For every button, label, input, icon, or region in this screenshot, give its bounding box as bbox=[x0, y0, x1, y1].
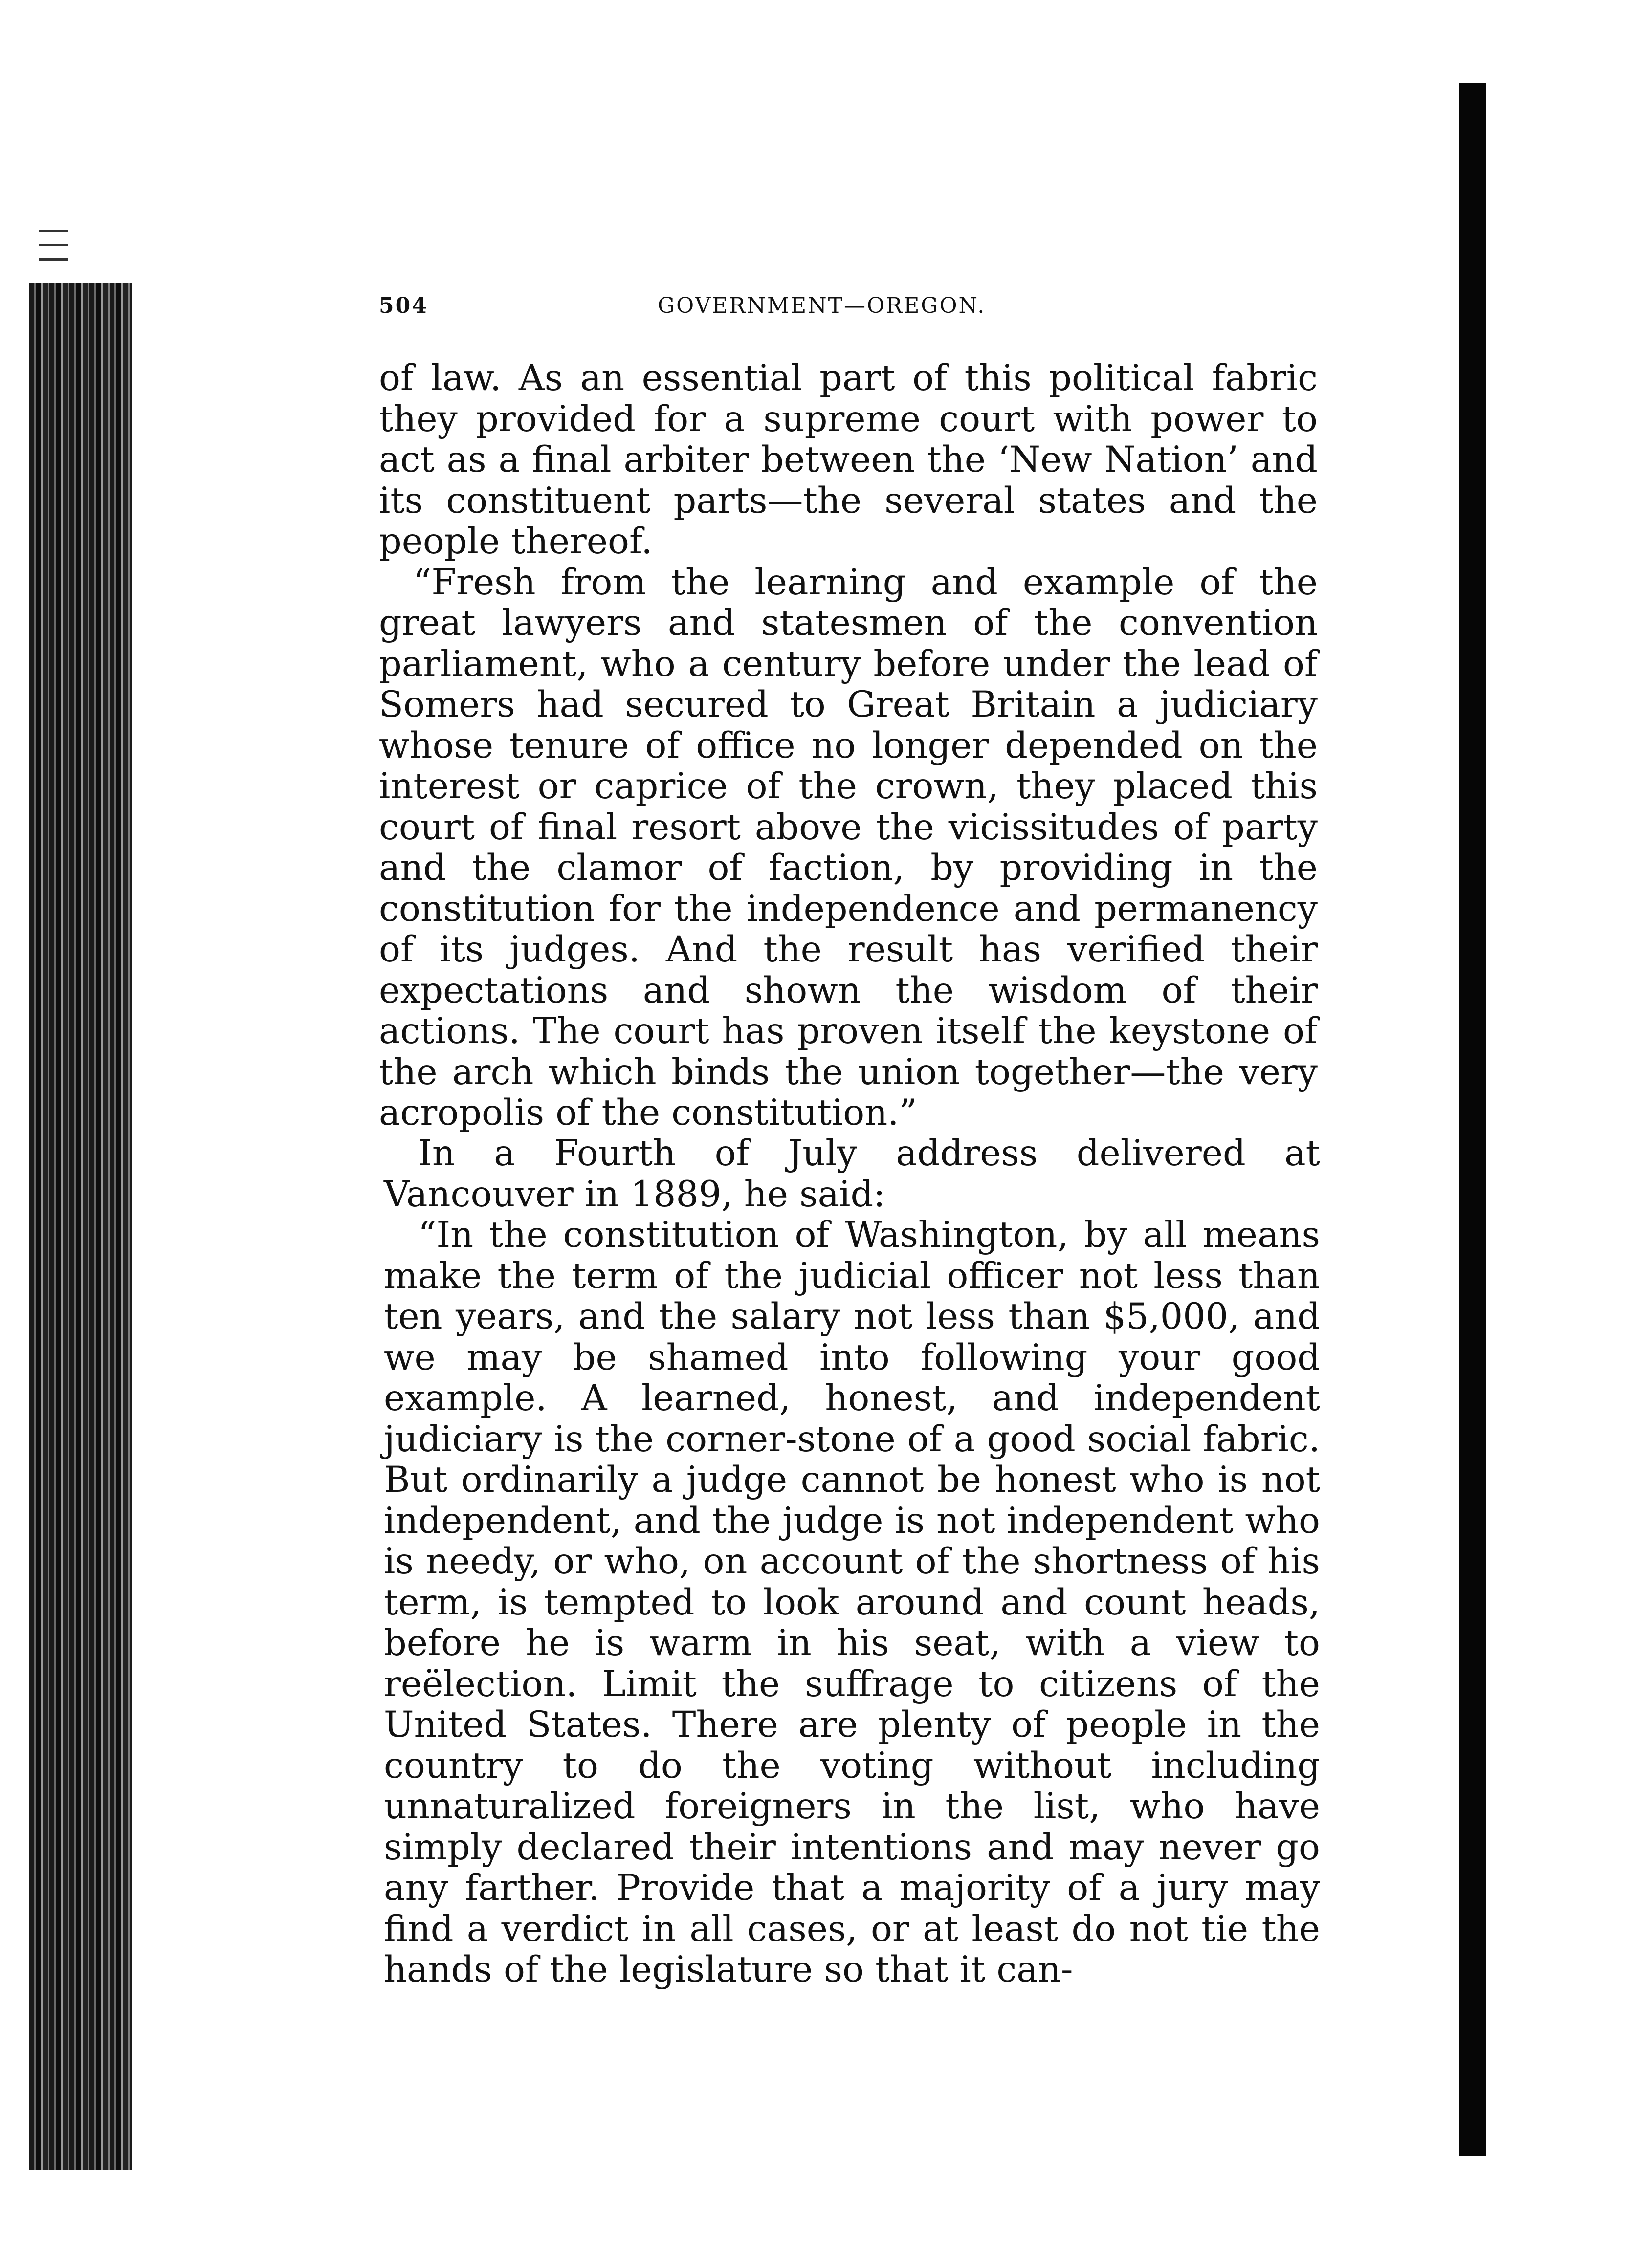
paragraph-quote-supreme-court: “Fresh from the learning and example of the great lawyers and statesmen of the convention parliament, who a century before under the lead of Somers had secured to Great Britain a judiciary whose tenure of office no longer depended on the interest or caprice of the crown, they placed this court of final resort above the vicissitudes of party and the clamor of faction, by providing in the constitution for the independence and permanency of its judges. And the result has verified their expectations and shown the wisdom of their actions. The court has proven itself the keystone of the arch which binds the union together—the very acropolis of the constitution.” bbox=[379, 561, 1318, 1134]
paragraph-vancouver-address: In a Fourth of July address delivered at Vancouver in 1889, he said: bbox=[384, 1133, 1320, 1215]
body-text-upper bbox=[379, 358, 1318, 1134]
running-title: GOVERNMENT—OREGON. bbox=[658, 293, 986, 318]
scan-page-edge bbox=[1459, 83, 1486, 2156]
scan-margin-marks bbox=[39, 230, 68, 264]
page-header bbox=[379, 293, 1318, 327]
paragraph-continuation: of law. As an essential part of this political fabric they provided for a supreme court with power to act as a final arbiter between the ‘New Nation’ and its constituent parts—the several states and the people thereof. bbox=[379, 357, 1318, 562]
paragraph-quote-washington-constitution: “In the constitution of Washington, by all means make the term of the judicial officer not less than ten years, and the salary not less than $5,000, and we may be shamed into following your good example. A learned, honest, and independent judiciary is the corner-stone of a good social fabric. But ordinarily a judge cannot be honest who is not independent, and the judge is not independent who is needy, or who, on account of the shortness of his term, is tempted to look around and count heads, before he is warm in his seat, with a view to reëlection. Limit the suffrage to citizens of the United States. There are plenty of people in the country to do the voting without including unnaturalized foreigners in the list, who have simply declared their intentions and may never go any farther. Provide that a majority of a jury may find a verdict in all cases, or at least do not tie the hands of the legislature so that it can- bbox=[384, 1214, 1320, 1990]
scan-binding-edge bbox=[29, 284, 132, 2170]
body-text-lower bbox=[384, 1133, 1320, 1990]
page-number: 504 bbox=[379, 293, 428, 318]
